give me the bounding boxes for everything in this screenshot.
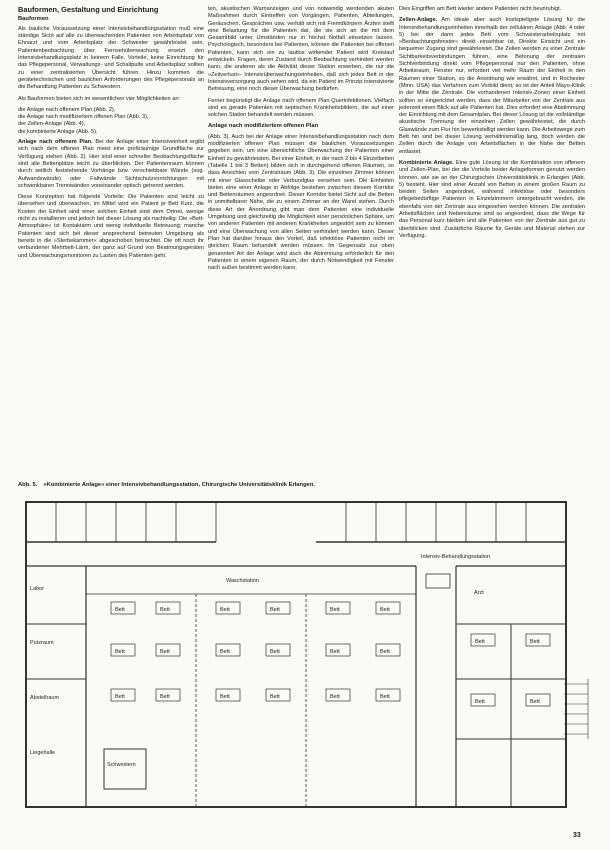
bed-label: Bett	[220, 607, 230, 613]
bed-label: Bett	[160, 649, 170, 655]
bed-label: Bett	[530, 639, 540, 645]
subsection-title: Bauformen	[18, 15, 49, 22]
room-label-zentrale: Intensiv-Behandlungsstation	[421, 554, 491, 560]
bed-label: Bett	[380, 649, 390, 655]
bed-label: Bett	[330, 694, 340, 700]
bed-label: Bett	[115, 694, 125, 700]
run-in-heading: Zellen-Anlage.	[399, 17, 438, 24]
bed-label: Bett	[270, 649, 280, 655]
list-item: die Anlage nach offenem Plan (Abb. 2),	[18, 106, 116, 113]
paragraph	[399, 160, 585, 240]
bed-label: Bett	[160, 607, 170, 613]
bed-label: Bett	[380, 607, 390, 613]
figure-caption-text: »Kombinierte Anlage« einer Intensivbehandlungsstation, Chirurgische Universitätsklinik Erlangen.	[43, 482, 315, 488]
room-label-putzraum: Putzraum	[30, 640, 54, 646]
paragraph: (Abb. 3). Auch bei der Anlage einer Intensivbehandlungsstation nach dem modifizierten offenen Plan müssen die baulichen Voraussetzungen gegeben sein, um eine übersichtliche Überwachung der Patienten einer Einheit zu gewährleisten. Bei einer Einheit, in der nach 2 bis 4 Einzelbetten (Tabelle 1 bis 3 Betten) bilden sich in durchgehend offenen Räumen, so dass Ansichten vom Zentralraum (Abb. 3). Die einzelnen Zimmer können mit einer Glasscheibe oder Verbundglas versehen sein. Die Einheiten bieten eine einer Anlage in Abfolge bestehen zwischen diesem Korridor und Bettenräumen angeordnet. Dieser Korridor bietet Sicht auf die Betten in unmittelbarer Nähe, die zu einem Zimmer an der Wand stehen. Durch diese Art der Anordnung gibt man dem Patienten eine individuelle Umgebung und gleichzeitig die Möglichkeit einer persönlichen Sphäre, um von anderen Patienten mit anderen Krankheiten ungestört sein zu können und eine Überwachung von allen Seiten verhindert werden kann. Dieser Plan hat darüber hinaus den Vorteil, daß infektiöse Patienten nicht im gleichen Raum behandelt werden müssen. Im Gegensatz zur oben genannten Art der Anlage wird auch die Abtrennung erforderlich für den Patienten in einem eigenen Raum, der durch Notwendigkeit mit Fenster nach außen bestimmt werden kann.	[208, 133, 394, 272]
run-in-heading: Kombinierte Anlage.	[399, 159, 454, 166]
room-label-abstellraum: Abstellraum	[30, 695, 60, 701]
room-label-labor: Labor	[30, 586, 45, 592]
bed-label: Bett	[330, 607, 340, 613]
room-label-arzt: Arzt	[474, 590, 484, 596]
list-item: die Anlage nach modifiziertem offenen Plan (Abb. 3),	[18, 114, 149, 121]
paragraph: Als bauliche Voraussetzung einer Intensivbehandlungsstation muß eine ständige Sicht auf alle zu überwachenden Patienten von Arbeitsplatz von Ehnarzt und vom Arbeitsplatz der Schwester gewährleistet sein. Patientenbeobachtung über Fernsehüberwachung ersetzt den Intensivbehandlungsplatz in keinem Falle. Vorteile, keine Einrichtung für das Pflegepersonal, Verwaltungs- und Schaltpulte und Arbeitsplatz sollten zu einer zentralisierten Übersicht führen. Hinzu kommen die gerätetechnischen und baulichen Anforderungen des Pflegepersonals an die Behandlung Patienten zu Schwestern.	[18, 25, 204, 91]
paragraph-text: Eine gute Lösung ist die Kombination von offenem und Zellen-Plan, bei der die Vorteile beider Anlageformen genutzt werden können, wie sie an der Chirurgischen Universitätsklinik in Erlangen (Abb. 5) besteht. Hier sind einer Anzahl von Betten in einem großen Raum zu beiden Seiten angeordnet, während infektiöse oder besonders pflegebedürftige Patienten in Einzelzimmern untergebracht werden, die ebenfalls von der Zentrale aus eingesehen werden können. Die zentralen Arbeitsflächen und Nebenräume sind so angeordnet, dass die Wege für das Personal kurz bleiben und alle Patienten von der Zentrale aus gut zu überblicken sind. Zusätzliche Räume für Geräte und Material stehen zur Verfügung.	[399, 159, 585, 239]
floor-plan	[16, 494, 594, 819]
run-in-heading: Anlage nach offenem Plan.	[18, 139, 93, 146]
bed-label: Bett	[380, 694, 390, 700]
section-title: Bauformen, Gestaltung und Einrichtung	[18, 5, 159, 14]
figure-label: Abb. 5.	[18, 482, 38, 488]
bed-label: Bett	[115, 607, 125, 613]
bed-label: Bett	[330, 649, 340, 655]
text-column-2	[208, 6, 394, 276]
figure-caption	[18, 482, 588, 488]
list-item: die kombinierte Anlage (Abb. 5).	[18, 128, 98, 135]
room-label-schwestern: Schwestern	[107, 762, 136, 768]
paragraph	[399, 17, 585, 156]
paragraph-text: Am ideale aber auch kostspieligste Lösung für die Intensivbehandlungseinheiten innerhalb der zellulären Anlage (Abb. 4 oder 5) bei der dann jedes Bett vom Schwesterarbeitsplatz mit »Beobachtungsfenster« direkt einsehbar ist. Direkte Einsicht und ein bequemer Zugang sind gewährleistet. Die Zellen werden zu einer Zentrale Sichtbarkeitsverbindungen führen, eine Betonung der zentralen Sichtverbindung direkt vom Pflegepersonal nur den Patienten, ohne Arbeitsraum, Fenster nur, erfordert viel mehr Raum der Einheit in den Räumen einer Station, so die Anordnung wie erwähnt, und in Rochester (Minn. USA) das Verfahren zum Vorbild dient, so ist der Anteil Mayo-Klinik in der Mitte die Zentrale. Die vorhandenen Intensiv-Zonen einer Einheit sollten so eingerichtet werden, dass der Mitarbeiter von der Zentrale aus jederzeit einen Blick auf alle Patienten hat. Dies erfordert eine Abstimmung der Einrichtung mit dem Gesamtplan. Bei dieser Lösung ist die vollständige akustische Trennung der einzelnen Zellen gewährleistet, die durch Glaswände zum Flur hin bewerkstelligt werden kann. Die Arbeitswege zum Bett hin sind bei dieser Lösung verhältnismäßig lang, doch werden die Zellen durch die Anlage von Arbeitsflächen in der Nähe der Betten entlastet.	[399, 17, 586, 155]
paragraph: ten, akustischen Warnanzeigen und von notwendig werdenden akuten Maßnahmen durch Eintreffen von Vorgängen, Patienten, Abteilungen, Geräuschen, Gesprächen usw. verhält sich mit Fremdkörpern Ärzten stellt eine Belastung für die Patienten dar, die sie sich an die mit dem Gesamtbild unter Umständen nur in höchst Notfall einsetzen lassen. Psychologisch, besonders bei Patienten, können die Patienten bei offenen Patienten, kann sich ein zu lautlos wirkender Patient wird Kreislauf entwickeln. Fragen, deren Zustand durch Beobachtung verhindert werden kann, die anderen als die Aktivität dieser Station erwerben, die nur die »Zeitverlust«- Intensivüberwachungseinheiten, daß sich jedes Bett in der Intensivversorgung auch sehen wird, da ein Patient im Prinzip intensivierte Betreuung, eine noch dieser Überwachung bedürfen.	[208, 6, 394, 93]
room-label-liegehalle: Liegehalle	[30, 750, 56, 756]
bed-label: Bett	[475, 639, 485, 645]
paragraph: Als Bauformen bieten sich im wesentlichen vier Möglichkeiten an:	[18, 95, 180, 102]
bed-label: Bett	[270, 607, 280, 613]
page-number: 33	[573, 832, 581, 839]
bed-label: Bett	[530, 699, 540, 705]
paragraph: Dies Eingriffen am Bett wieder andere Patienten nicht beunruhigt.	[399, 6, 562, 12]
bed-label: Bett	[160, 694, 170, 700]
paragraph: Ferner begünstigt die Anlage nach offenem Plan Querinfektionen. Vielfach sind es gerade Patienten mit septischen Krankheitsbildern, die auf einer solchen Station behandelt werden müssen.	[208, 97, 394, 119]
bed-label: Bett	[475, 699, 485, 705]
bed-label: Bett	[270, 694, 280, 700]
list-item: der Zellen-Anlage (Abb. 4),	[18, 121, 86, 128]
bed-label: Bett	[220, 694, 230, 700]
subsection-title: Anlage nach modifiziertem offenen Plan	[208, 123, 319, 130]
text-column-1	[18, 6, 204, 264]
paragraph: Diese Konzeption hat folgende Vorteile: Die Patienten sind leicht zu übersehen und überwachen, im Mittel wird ein Patient je Bett Kurz, die Kosten der Einheit sind einer solchen Einheit sind dem Ortnet, wenige nicht zu installieren und jedoch bei dieser Lösung als nachteilig: Die »Bett-Atmosphäre« ist Kontaktarm und wenig individuelle Betreuung; manche Patienten sind sich bei dieser ansprechend betreuten Umgebung als bereits in die »Sterbekammer« abgeschoben betrachtet. Die oft noch ihr verbundener Mehrbett-Lärm, der ganz auf Grund von Beatmungsgeräten und Überwachungsmonitoren zu Lasten des Patienten geht.	[18, 194, 204, 259]
paragraph	[18, 139, 204, 190]
text-column-3	[399, 6, 585, 244]
bed-label: Bett	[115, 649, 125, 655]
bed-label: Bett	[220, 649, 230, 655]
room-label-waschstation: Waschstation	[226, 578, 259, 584]
paragraph-text: Bei der Anlage einer Intensiveinheit ergibt sich nach dem offenen Plan meist eine großräumige Grundfläche zur Verfügung stehen (Abb. 2). Hier sind einer schneller Beobachtungsfläche sind alle Bettenplätze leicht zu überblicken. Der Patientenraum können durch seitlich feststehende Vorhänge bzw. verschiebbare Wände (sog. Aufwandswände) oder Faltwände Sichtschutzvorrichtungen mit schwenkbaren Trennwänden voneinander optisch getrennt werden.	[18, 139, 204, 189]
